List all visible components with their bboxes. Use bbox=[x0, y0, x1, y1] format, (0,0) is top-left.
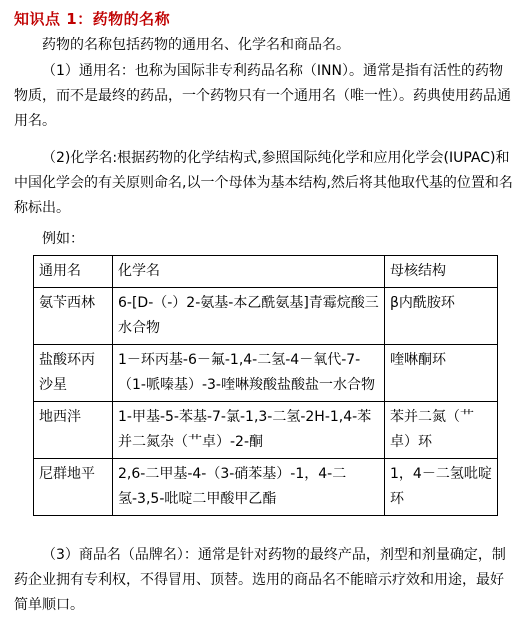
chemical-name-paragraph: （2)化学名:根据药物的化学结构式,参照国际纯化学和应用化学会(IUPAC)和中国化学会的有关原则命名,以一个母体为基本结构,然后将其他取代基的位置和名称标出。 bbox=[14, 150, 513, 216]
cell-generic-name: 氨苄西林 bbox=[34, 288, 113, 345]
cell-generic-name: 地西泮 bbox=[34, 402, 113, 459]
cell-core-structure: 1，4－二氢吡啶环 bbox=[385, 459, 498, 516]
section-heading: 知识点 1：药物的名称 bbox=[14, 10, 171, 28]
example-label: 例如： bbox=[42, 231, 84, 247]
table-row bbox=[34, 459, 498, 516]
cell-chemical-name: 6-[D-（-）2-氨基-本乙酰氨基]青霉烷酸三水合物 bbox=[113, 288, 385, 345]
table-row bbox=[34, 288, 498, 345]
cell-generic-name: 盐酸环丙沙星 bbox=[34, 345, 113, 402]
drug-names-table bbox=[33, 255, 498, 516]
cell-core-structure: β内酰胺环 bbox=[385, 288, 498, 345]
header-chemical-name: 化学名 bbox=[113, 256, 385, 288]
header-generic-name: 通用名 bbox=[34, 256, 113, 288]
generic-name-paragraph: （1）通用名：也称为国际非专利药品名称（INN）。通常是指有活性的药物物质，而不是最终的药品，一个药物只有一个通用名（唯一性）。药典使用药品通用名。 bbox=[14, 63, 511, 129]
header-core-structure: 母核结构 bbox=[385, 256, 498, 288]
trade-name-paragraph: （3）商品名（品牌名）：通常是针对药物的最终产品，剂型和剂量确定，制药企业拥有专利权，不得冒用、顶替。选用的商品名不能暗示疗效和用途，最好简单顺口。 bbox=[14, 547, 506, 613]
cell-core-structure: 苯并二氮（艹卓）环 bbox=[385, 402, 498, 459]
table-row bbox=[34, 345, 498, 402]
table-header-row bbox=[34, 256, 498, 288]
cell-chemical-name: 1－环丙基-6－氟-1,4-二氢-4－氧代-7-（1-哌嗪基）-3-喹啉羧酸盐酸盐一水合物 bbox=[113, 345, 385, 402]
cell-chemical-name: 1-甲基-5-苯基-7-氯-1,3-二氢-2H-1,4-苯并二氮杂（艹卓）-2-酮 bbox=[113, 402, 385, 459]
cell-chemical-name: 2,6-二甲基-4-（3-硝苯基）-1，4-二氢-3,5-吡啶二甲酸甲乙酯 bbox=[113, 459, 385, 516]
table-row bbox=[34, 402, 498, 459]
intro-paragraph: 药物的名称包括药物的通用名、化学名和商品名。 bbox=[42, 37, 350, 53]
cell-generic-name: 尼群地平 bbox=[34, 459, 113, 516]
cell-core-structure: 喹啉酮环 bbox=[385, 345, 498, 402]
